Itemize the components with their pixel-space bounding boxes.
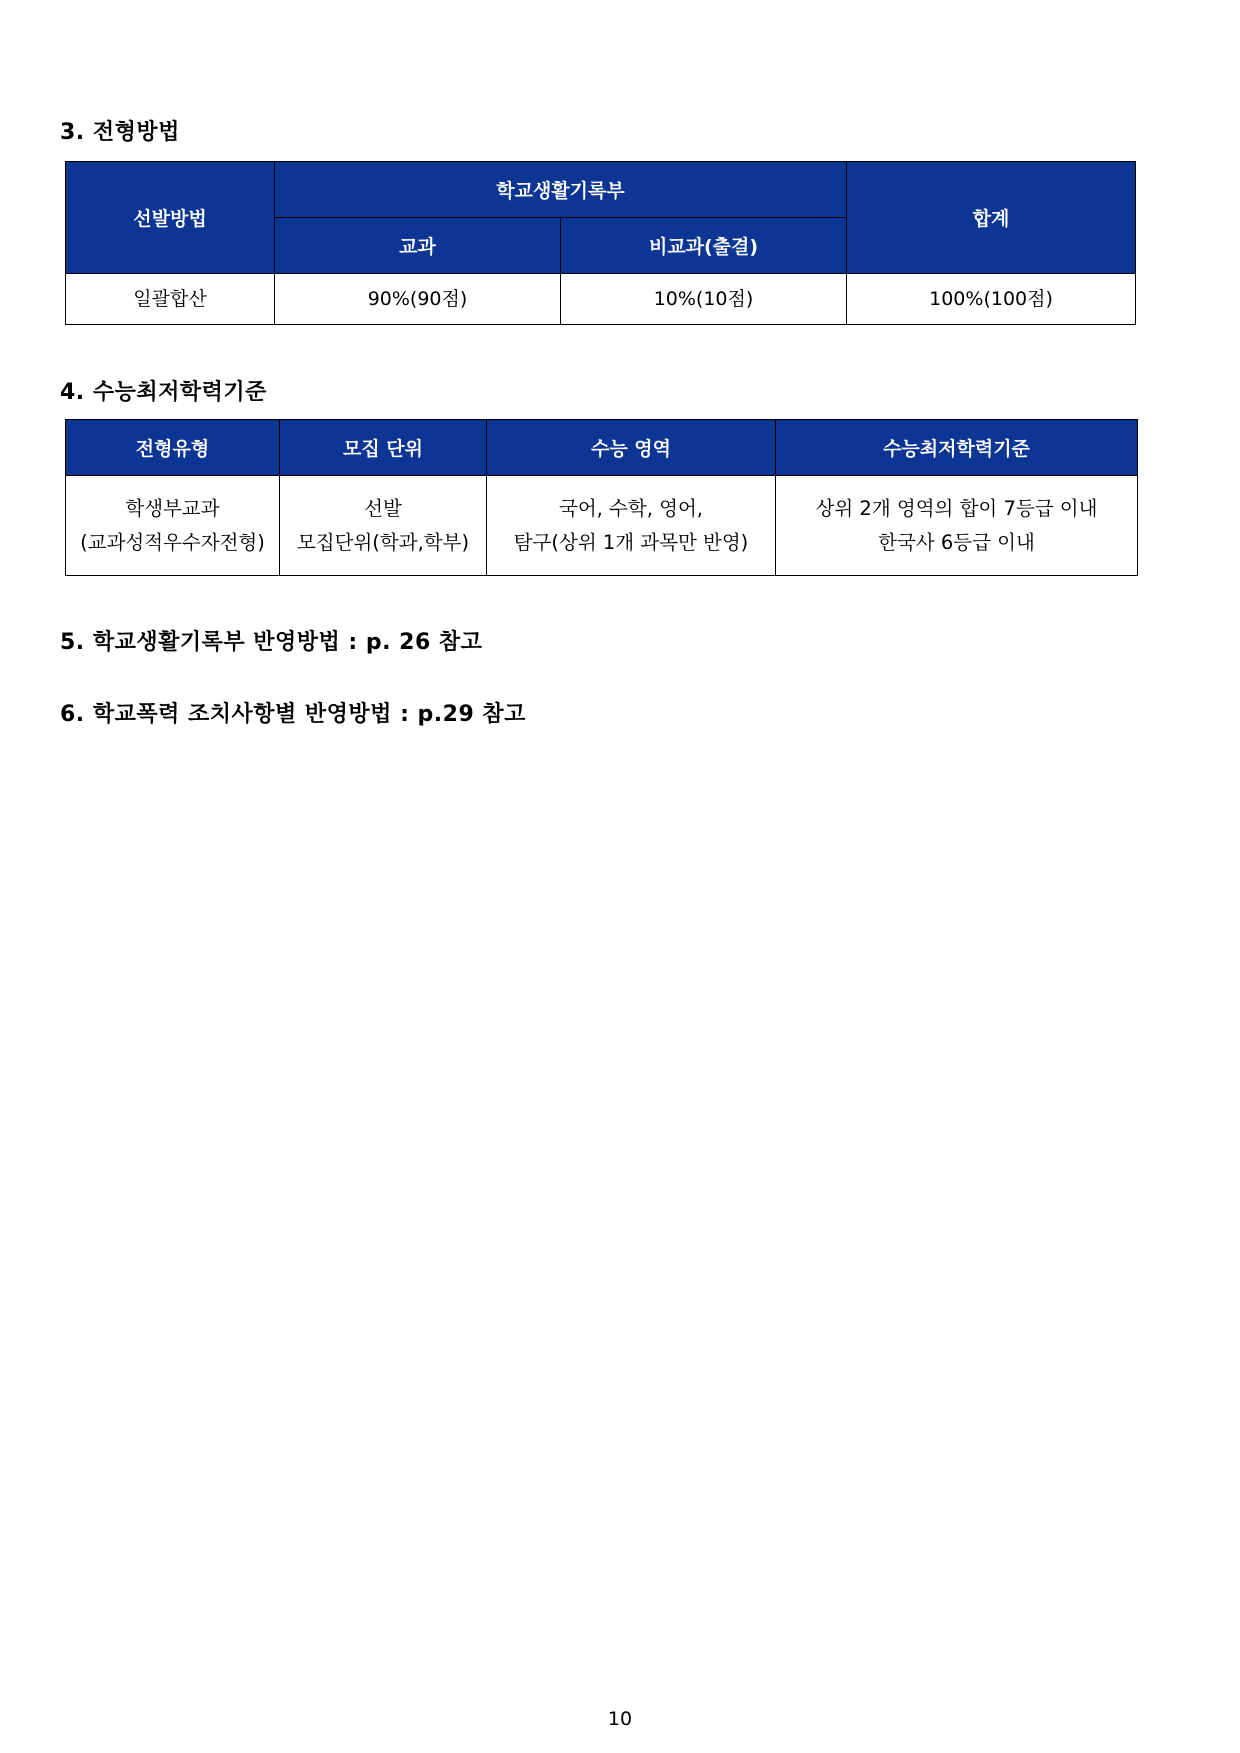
header-csat-minimum: 수능최저학력기준 xyxy=(776,420,1138,476)
header-recruit-unit: 모집 단위 xyxy=(280,420,487,476)
header-non-subject: 비교과(출결) xyxy=(561,218,847,274)
header-school-record: 학교생활기록부 xyxy=(275,162,847,218)
section-6-heading: 6. 학교폭력 조치사항별 반영방법 : p.29 참고 xyxy=(60,702,526,727)
section-4-heading: 4. 수능최저학력기준 xyxy=(60,380,267,405)
cell-recruit-unit-line1: 선발 xyxy=(364,496,402,520)
cell-admission-type xyxy=(66,476,280,576)
cell-recruit-unit xyxy=(280,476,487,576)
cell-admission-type-line1: 학생부교과 xyxy=(125,496,220,520)
csat-minimum-table xyxy=(65,419,1138,576)
header-subject: 교과 xyxy=(275,218,561,274)
cell-csat-area-line2: 탐구(상위 1개 과목만 반영) xyxy=(513,530,749,554)
section-5-heading: 5. 학교생활기록부 반영방법 : p. 26 참고 xyxy=(60,630,483,655)
header-selection-method: 선발방법 xyxy=(66,162,275,274)
cell-admission-type-line2: (교과성적우수자전형) xyxy=(80,530,265,554)
cell-method: 일괄합산 xyxy=(66,274,275,325)
cell-csat-area-line1: 국어, 수학, 영어, xyxy=(558,496,703,520)
cell-csat-minimum-line1: 상위 2개 영역의 합이 7등급 이내 xyxy=(815,496,1098,520)
table-row xyxy=(66,274,1136,325)
cell-csat-area xyxy=(487,476,776,576)
cell-total: 100%(100점) xyxy=(847,274,1136,325)
selection-method-table xyxy=(65,161,1136,325)
page-number: 10 xyxy=(607,1708,633,1730)
header-admission-type: 전형유형 xyxy=(66,420,280,476)
header-csat-area: 수능 영역 xyxy=(487,420,776,476)
header-total: 합계 xyxy=(847,162,1136,274)
section-3-heading: 3. 전형방법 xyxy=(60,120,180,145)
cell-recruit-unit-line2: 모집단위(학과,학부) xyxy=(296,530,470,554)
cell-subject: 90%(90점) xyxy=(275,274,561,325)
table-row xyxy=(66,476,1138,576)
cell-csat-minimum-line2: 한국사 6등급 이내 xyxy=(878,530,1035,554)
cell-non-subject: 10%(10점) xyxy=(561,274,847,325)
cell-csat-minimum xyxy=(776,476,1138,576)
